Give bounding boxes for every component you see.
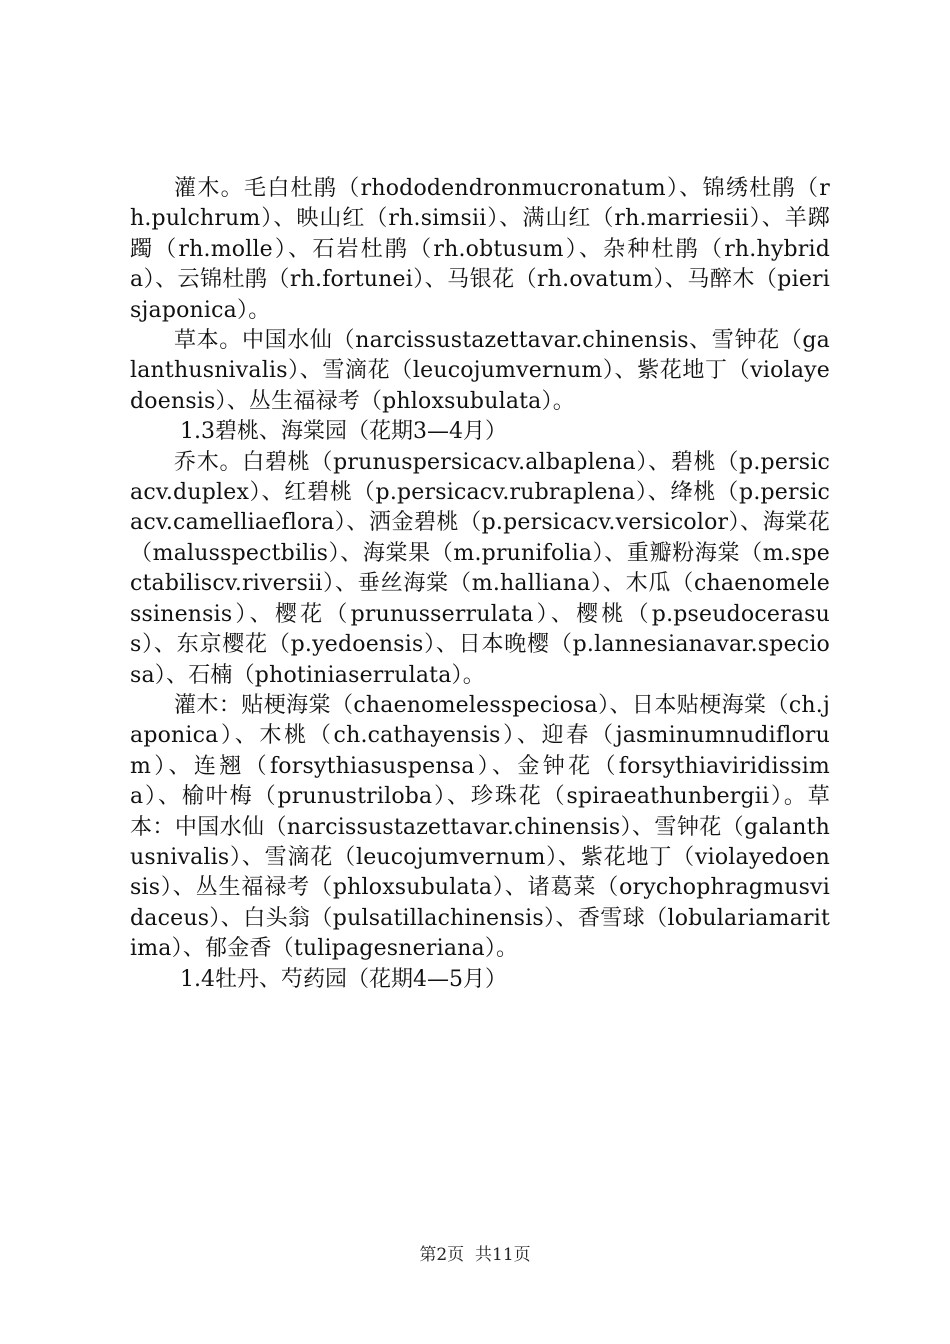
document-body: [130, 174, 830, 995]
paragraph-shrubs-rhododendron: 灌木。毛白杜鹃（rhododendronmucronatum）、锦绣杜鹃（rh.pulchrum）、映山红（rh.simsii）、满山红（rh.marriesii）、羊踯躅（rh.molle）、石岩杜鹃（rh.obtusum）、杂种杜鹃（rh.hybrida）、云锦杜鹃（rh.fortunei）、马银花（rh.ovatum）、马醉木（pierisjaponica）。: [130, 176, 830, 323]
page-total: 共11页: [475, 1245, 531, 1265]
section-heading-1-4: 1.4牡丹、芍药园（花期4—5月）: [180, 966, 507, 992]
paragraph-shrubs-herbs: 灌木：贴梗海棠（chaenomelesspeciosa）、日本贴梗海棠（ch.japonica）、木桃（ch.cathayensis）、迎春（jasminumnudiflorum）、连翘（forsythiasuspensa）、金钟花（forsythiaviridissima）、榆叶梅（prunustriloba）、珍珠花（spiraeathunbergii）。草本：中国水仙（narcissustazettavar.chinensis）、雪钟花（galanthusnivalis）、雪滴花（leucojumvernum）、紫花地丁（violayedoensis）、丛生福禄考（phloxsubulata）、诸葛菜（orychophragmusvidaceus）、白头翁（pulsatillachinensis）、香雪球（lobulariamaritima）、郁金香（tulipagesneriana）。: [130, 692, 830, 962]
paragraph-trees-peach-crabapple: 乔木。白碧桃（prunuspersicacv.albaplena）、碧桃（p.persicacv.duplex）、红碧桃（p.persicacv.rubraplena）、绛桃（p.persicacv.camelliaeflora）、洒金碧桃（p.persicacv.versicolor）、海棠花（malusspectbilis）、海棠果（m.prunifolia）、重瓣粉海棠（m.spectabiliscv.riversii）、垂丝海棠（m.halliana）、木瓜（chaenomelessinensis）、樱花（prunusserrulata）、樱桃（p.pseudocerasus）、东京樱花（p.yedoensis）、日本晚樱（p.lannesianavar.speciosa）、石楠（photiniaserrulata）。: [130, 449, 830, 688]
page-number: 第2页: [419, 1245, 465, 1265]
page-footer: [0, 1244, 950, 1266]
paragraph-herbs-narcissus: 草本。中国水仙（narcissustazettavar.chinensis、雪钟花（galanthusnivalis）、雪滴花（leucojumvernum）、紫花地丁（violayedoensis）、丛生福禄考（phloxsubulata）。: [130, 328, 830, 414]
footer-spacer: [464, 1245, 475, 1265]
section-heading-1-3: 1.3碧桃、海棠园（花期3—4月）: [180, 419, 507, 445]
